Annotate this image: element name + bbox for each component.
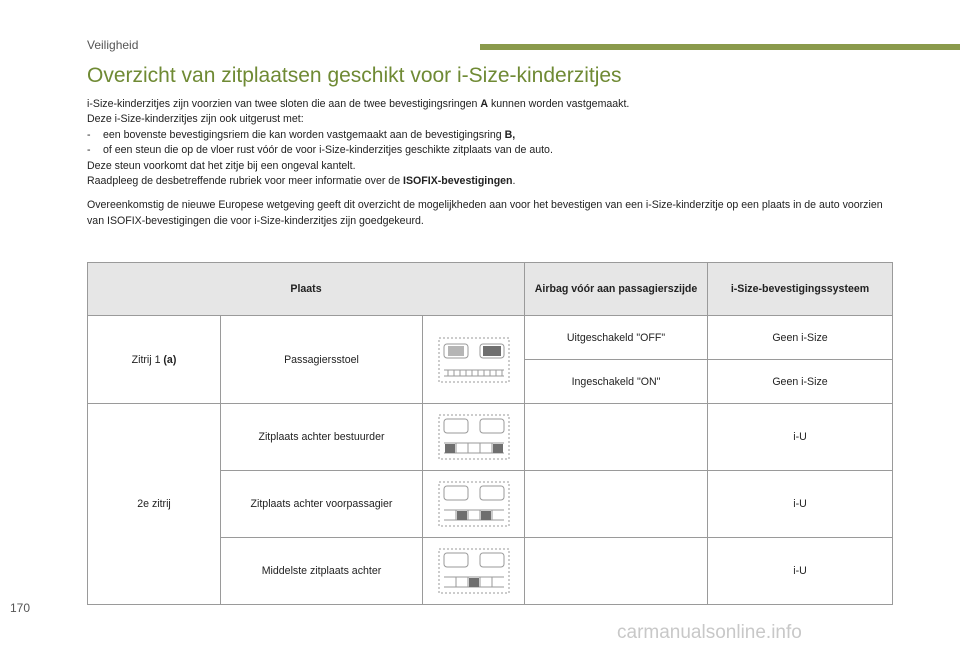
table-header-row — [88, 263, 893, 316]
row1-label: Zitrij 1 (a) — [88, 316, 221, 404]
page-title: Overzicht van zitplaatsen geschikt voor i-Size-kinderzitjes — [87, 64, 622, 87]
isize-table — [87, 262, 893, 605]
intro-paragraph-2: Deze i-Size-kinderzitjes zijn ook uitgerust met: — [87, 113, 304, 126]
row2-system-2: i-U — [708, 471, 893, 538]
intro-paragraph-3: Deze steun voorkomt dat het zitje bij een ongeval kantelt. — [87, 159, 356, 172]
table-row — [88, 316, 893, 360]
table-row — [88, 404, 893, 471]
row1-airbag-on: Ingeschakeld "ON" — [525, 360, 708, 404]
section-label: Veiligheid — [87, 38, 139, 52]
header-airbag: Airbag vóór aan passagierszijde — [525, 263, 708, 316]
car-seats-rear-left-icon — [436, 413, 512, 461]
car-seats-front-passenger-icon — [436, 336, 512, 384]
header-system: i-Size-bevestigingssysteem — [708, 263, 893, 316]
row2-label: 2e zitrij — [88, 404, 221, 605]
row2-system-1: i-U — [708, 404, 893, 471]
row2-airbag-2 — [525, 471, 708, 538]
header-place: Plaats — [88, 263, 525, 316]
row2-seat-3: Middelste zitplaats achter — [221, 538, 423, 605]
intro-paragraph-1: i-Size-kinderzitjes zijn voorzien van twee sloten die aan de twee bevestigingsringen A kunnen worden vastgemaakt. — [87, 98, 630, 110]
intro-text — [87, 97, 897, 229]
row1-airbag-off: Uitgeschakeld "OFF" — [525, 316, 708, 360]
car-seats-rear-right-icon — [436, 480, 512, 528]
seat-diagram-rear-right — [423, 471, 525, 538]
intro-bullet-1: - een bovenste bevestigingsriem die kan worden vastgemaakt aan de bevestigingsring B, — [87, 128, 516, 141]
row1-seat: Passagiersstoel — [221, 316, 423, 404]
seat-diagram-rear-left — [423, 404, 525, 471]
row2-seat-1: Zitplaats achter bestuurder — [221, 404, 423, 471]
row2-seat-2: Zitplaats achter voorpassagier — [221, 471, 423, 538]
row2-airbag-1 — [525, 404, 708, 471]
intro-bullet-2: - of een steun die op de vloer rust vóór de voor i-Size-kinderzitjes geschikte zitplaats van de auto. — [87, 144, 553, 157]
watermark: carmanualsonline.info — [617, 622, 802, 643]
seat-diagram-rear-middle — [423, 538, 525, 605]
row1-system-off: Geen i-Size — [708, 316, 893, 360]
intro-paragraph-5: Overeenkomstig de nieuwe Europese wetgeving geeft dit overzicht de mogelijkheden aan voor het bevestigen van een i-Size-kinderzitje op een plaats in de auto voorzien van ISOFIX-bevestigingen die voor i-Size-kinderzitjes zijn goedgekeurd. — [87, 199, 883, 227]
row2-airbag-3 — [525, 538, 708, 605]
car-seats-rear-middle-icon — [436, 547, 512, 595]
row1-system-on: Geen i-Size — [708, 360, 893, 404]
page-number: 170 — [10, 601, 31, 615]
section-bar — [480, 44, 960, 50]
seat-diagram-front-passenger — [423, 316, 525, 404]
intro-paragraph-4: Raadpleeg de desbetreffende rubriek voor meer informatie over de ISOFIX-bevestigingen. — [87, 175, 516, 188]
row2-system-3: i-U — [708, 538, 893, 605]
